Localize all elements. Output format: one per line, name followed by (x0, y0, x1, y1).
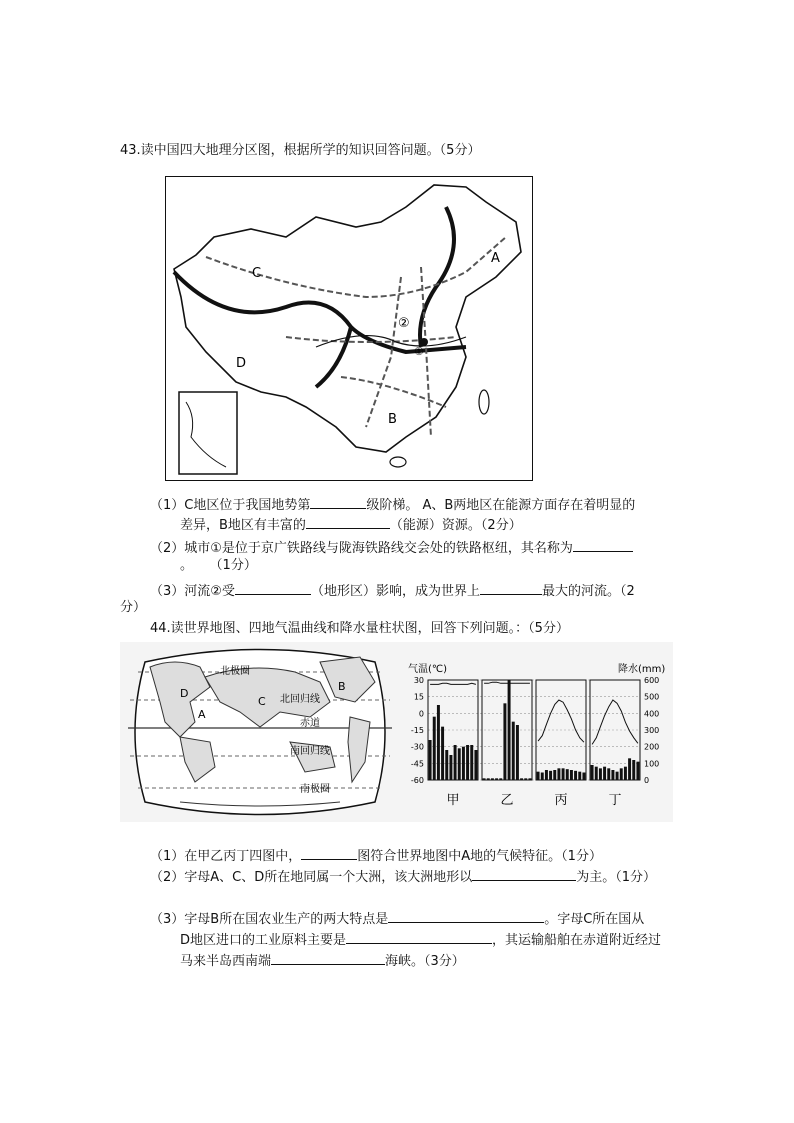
label-a: A (198, 708, 206, 721)
precip-bar (603, 767, 606, 780)
q44-sub3-line1 (150, 908, 644, 929)
precip-bar (553, 770, 556, 780)
q43-sub2-text-b: 。 (180, 558, 194, 573)
china-regions-map (165, 176, 533, 481)
precip-bar (611, 770, 614, 780)
precip-bar (578, 772, 581, 780)
precip-bar (466, 745, 469, 780)
q43-sub3-line2: 分） (120, 600, 147, 615)
precip-bar (562, 768, 565, 780)
q44-sub3-text-e: 马来半岛西南端 (180, 954, 272, 969)
chart-panel-label: 甲 (446, 793, 460, 808)
precip-bar (574, 771, 577, 780)
q44-blank-5[interactable] (271, 950, 385, 965)
q44-sub2-text-a: （2）字母A、C、D所在地同属一个大洲，该大洲地形以 (150, 870, 473, 885)
label-arctic: 北极圈 (220, 666, 250, 677)
precip-bar (541, 773, 544, 781)
precip-bar (516, 725, 519, 780)
precip-bar (628, 758, 631, 780)
map-label-river: ② (398, 316, 410, 331)
precip-tick-label: 500 (644, 692, 660, 702)
world-map-svg (120, 642, 673, 822)
q44-blank-3[interactable] (388, 908, 544, 923)
precip-bar (545, 770, 548, 780)
precip-bar (474, 750, 477, 780)
precip-bar (591, 765, 594, 780)
precip-bar (616, 772, 619, 780)
q43-sub3-text-b: （地形区）影响，成为世界上 (310, 584, 480, 599)
q44-sub1-text-a: （1）在甲乙丙丁四图中， (150, 849, 302, 864)
precip-bar (503, 703, 506, 780)
precip-bar (537, 772, 540, 780)
map-label-a: A (491, 251, 500, 266)
precip-bar (483, 778, 486, 780)
precip-bar (566, 769, 569, 780)
precip-bar (582, 773, 585, 781)
precip-bar (557, 768, 560, 780)
precip-tick-label: 600 (644, 676, 660, 685)
precip-tick-label: 100 (644, 759, 660, 769)
china-map-svg (166, 177, 531, 479)
q43-sub1-line2 (180, 514, 522, 535)
map-label-c: C (252, 266, 262, 281)
precip-axis-title: 降水(mm) (618, 664, 666, 675)
q44-sub3-text-d: ，其运输船舶在赤道附近经过 (492, 933, 662, 948)
precip-bar (470, 745, 473, 780)
q44-sub3-text-f: 海峡。（3分） (385, 954, 465, 969)
temp-tick-label: -15 (410, 726, 424, 735)
label-cancer: 北回归线 (280, 694, 320, 705)
precip-tick-label: 300 (644, 726, 660, 735)
q43-sub1-text-d: （能源）资源。（2分） (389, 518, 522, 533)
precip-bar (636, 762, 639, 780)
railway-1 (206, 237, 506, 297)
river-yangtze (316, 336, 466, 347)
precip-bar (549, 771, 552, 780)
temp-tick-label: -45 (410, 759, 424, 769)
precip-bar (632, 760, 635, 780)
precip-bar (528, 778, 531, 780)
temp-tick-label: 30 (413, 676, 424, 685)
q44-sub3-text-c: D地区进口的工业原料主要是 (180, 933, 347, 948)
q43-sub1-line1 (150, 494, 635, 515)
q43-sub3-text-a: （3）河流②受 (150, 584, 235, 599)
precip-tick-label: 400 (644, 709, 660, 719)
precip-bar (495, 778, 498, 780)
precip-bar (595, 767, 598, 780)
temperature-curve (484, 682, 530, 683)
temperature-curve (538, 700, 584, 742)
q43-blank-2[interactable] (306, 514, 390, 529)
temperature-curve (592, 700, 638, 744)
q43-sub1-text-a: （1）C地区位于我国地势第 (150, 498, 311, 513)
precip-bar (429, 740, 432, 780)
taiwan-island (479, 390, 489, 414)
precip-bar (607, 768, 610, 780)
precip-bar (445, 750, 448, 780)
q43-sub2-line1 (150, 537, 633, 558)
temp-axis-title: 气温(℃) (408, 664, 448, 675)
precip-bar (441, 727, 444, 780)
q43-blank-5[interactable] (480, 580, 542, 595)
chart-panel-label: 丙 (554, 793, 568, 808)
label-antarctic: 南极圈 (300, 784, 330, 795)
precip-bar (520, 778, 523, 780)
precip-bar (454, 745, 457, 780)
label-d: D (180, 687, 189, 700)
q44-blank-1[interactable] (301, 845, 357, 860)
precip-bar (512, 722, 515, 780)
q44-sub2-text-b: 为主。（1分） (576, 870, 657, 885)
q44-sub1-text-b: 图符合世界地图中A地的气候特征。（1分） (357, 849, 602, 864)
q43-blank-4[interactable] (235, 580, 311, 595)
q44-title: 44.读世界地图、四地气温曲线和降水量柱状图，回答下列问题。：（5分） (150, 621, 569, 636)
precip-bar (620, 768, 623, 780)
q44-blank-2[interactable] (472, 866, 576, 881)
q43-blank-3[interactable] (573, 537, 633, 552)
label-b: B (338, 680, 346, 693)
precip-bar (449, 755, 452, 780)
q43-sub3-text-c: 最大的河流。（2 (541, 584, 635, 599)
precip-bar (433, 717, 436, 780)
q43-title: 43.读中国四大地理分区图，根据所学的知识回答问题。（5分） (120, 143, 481, 158)
temp-tick-label: -60 (410, 776, 424, 785)
q43-sub2-line2 (180, 557, 257, 575)
precip-tick-label: 200 (644, 742, 660, 752)
q43-sub3-line1 (150, 580, 635, 601)
label-c: C (258, 695, 266, 708)
map-label-b: B (388, 412, 397, 427)
precip-bar (599, 768, 602, 780)
q44-sub1 (150, 845, 602, 866)
railway-4 (341, 377, 446, 407)
q43-sub2-text-c: （1分） (209, 558, 257, 573)
precip-bar (458, 748, 461, 780)
map-label-d: D (236, 356, 247, 371)
q43-blank-1[interactable] (310, 494, 366, 509)
q44-sub3-text-a: （3）字母B所在国农业生产的两大特点是 (150, 912, 389, 927)
precip-bar (508, 680, 511, 780)
precip-tick-label: 0 (644, 776, 650, 785)
q44-sub3-line3 (180, 950, 465, 971)
temp-tick-label: 15 (413, 692, 424, 702)
precip-bar (437, 705, 440, 780)
precip-bar (462, 747, 465, 780)
label-capricorn: 南回归线 (290, 746, 330, 757)
q43-sub2-text-a: （2）城市①是位于京广铁路线与陇海铁路线交会处的铁路枢纽，其名称为 (150, 541, 573, 556)
label-equator: 赤道 (300, 718, 320, 729)
temperature-curve (430, 683, 476, 684)
q43-sub1-text-b: 级阶梯。 A、B两地区在能源方面存在着明显的 (366, 498, 636, 513)
q44-blank-4[interactable] (346, 929, 492, 944)
climate-charts (411, 676, 659, 808)
precip-bar (624, 767, 627, 780)
precip-bar (491, 778, 494, 780)
precip-bar (487, 778, 490, 780)
chart-panel-label: 乙 (500, 793, 514, 808)
precip-bar (570, 770, 573, 780)
temp-tick-label: -30 (410, 742, 424, 752)
precip-bar (524, 778, 527, 780)
q43-sub1-text-c: 差异，B地区有丰富的 (180, 518, 306, 533)
temp-tick-label: 0 (418, 709, 424, 719)
q44-sub2 (150, 866, 656, 887)
map-label-city: ① (414, 345, 424, 358)
chart-panel-label: 丁 (608, 793, 622, 808)
q44-sub3-line2 (180, 929, 661, 950)
q44-sub3-text-b: 。字母C所在国从 (544, 912, 645, 927)
hainan-island (390, 457, 406, 467)
world-map-and-charts (120, 642, 673, 822)
railway-3 (366, 277, 401, 427)
precip-bar (499, 778, 502, 780)
